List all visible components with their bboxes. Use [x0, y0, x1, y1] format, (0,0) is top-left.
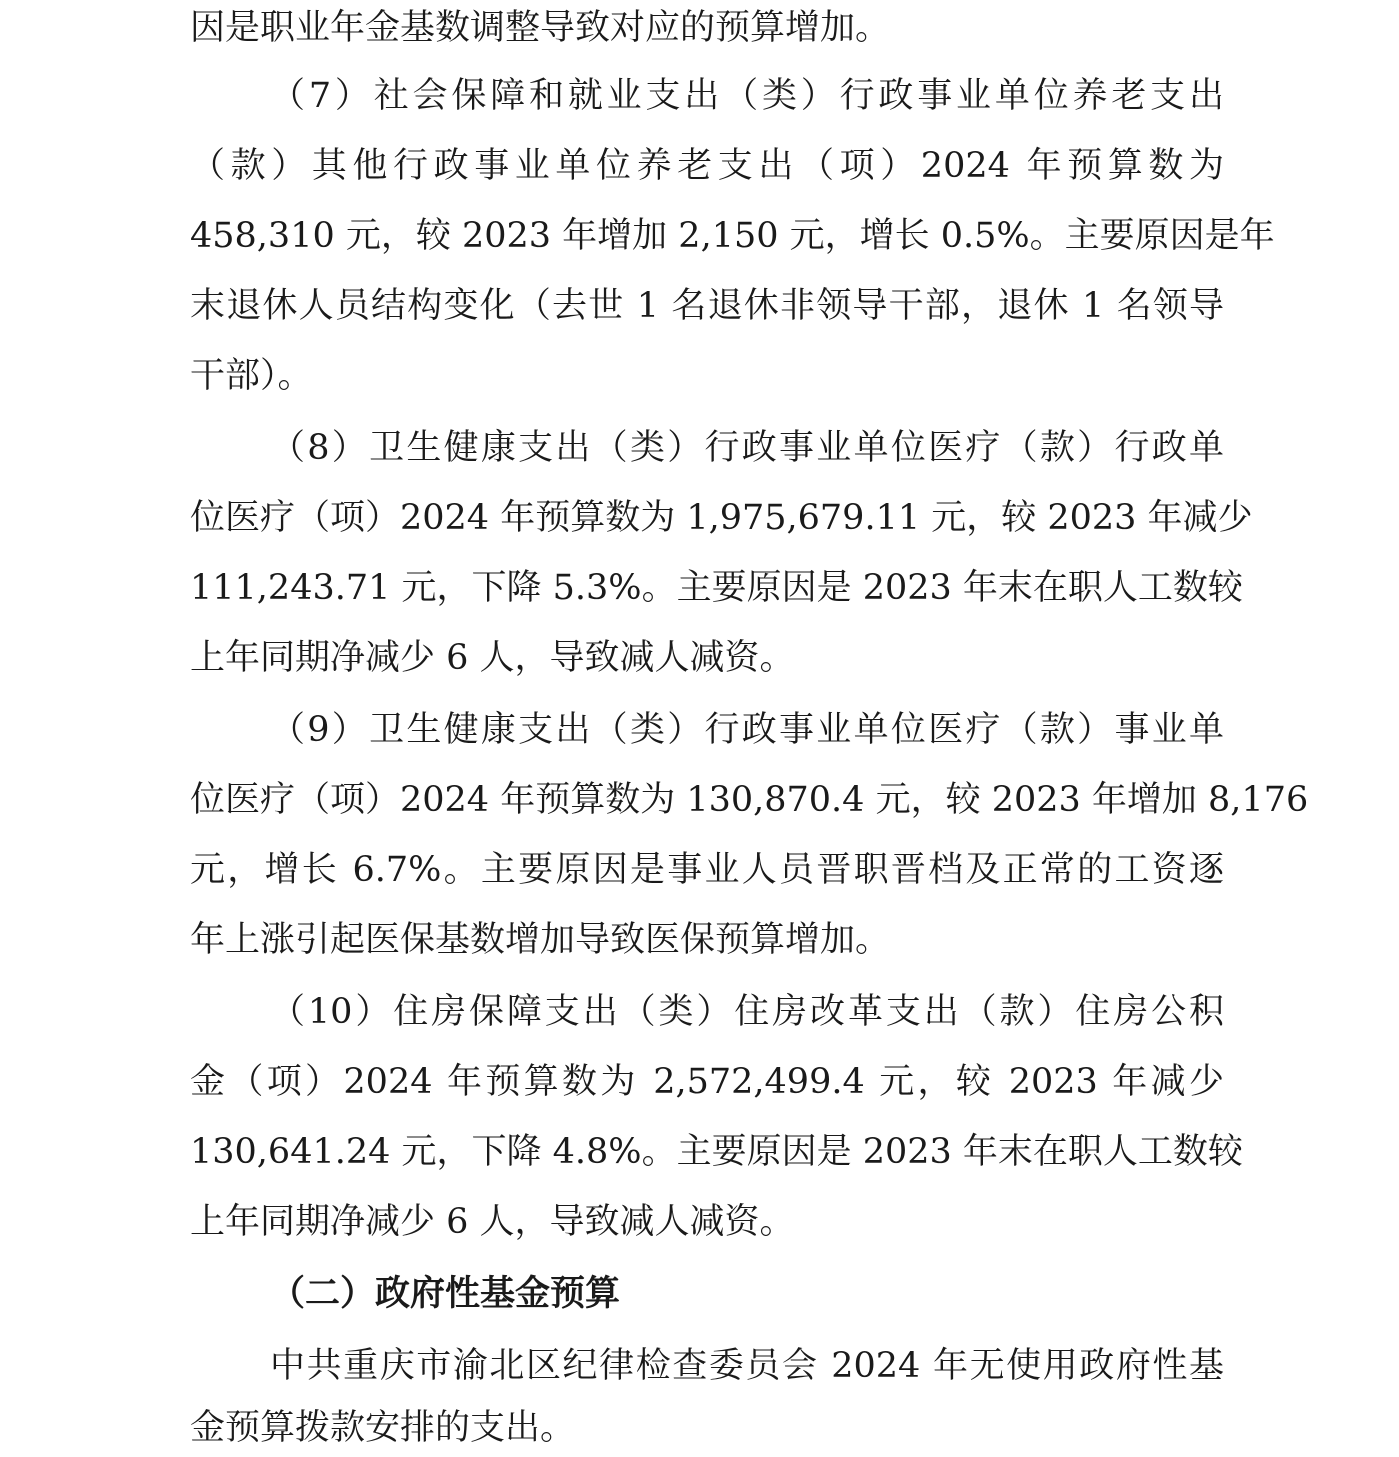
paragraph-line: 元，增长 6.7%。主要原因是事业人员晋职晋档及正常的工资逐 [190, 850, 1224, 890]
paragraph-line: 上年同期净减少 6 人，导致减人减资。 [190, 638, 795, 678]
paragraph-line: 中共重庆市渝北区纪律检查委员会 2024 年无使用政府性基 [270, 1346, 1224, 1386]
paragraph-line: 年上涨引起医保基数增加导致医保预算增加。 [190, 920, 891, 960]
paragraph-line: 上年同期净减少 6 人，导致减人减资。 [190, 1202, 795, 1242]
paragraph-line: 金（项）2024 年预算数为 2,572,499.4 元，较 2023 年减少 [190, 1062, 1224, 1102]
paragraph-line: 位医疗（项）2024 年预算数为 130,870.4 元，较 2023 年增加 8,176 [190, 780, 1309, 820]
paragraph-line: （10）住房保障支出（类）住房改革支出（款）住房公积 [270, 992, 1224, 1032]
paragraph-line: 末退休人员结构变化（去世 1 名退休非领导干部，退休 1 名领导 [190, 286, 1224, 326]
paragraph-line: （9）卫生健康支出（类）行政事业单位医疗（款）事业单 [270, 710, 1224, 750]
paragraph-line: 130,641.24 元，下降 4.8%。主要原因是 2023 年末在职人工数较 [190, 1132, 1243, 1172]
paragraph-line: 111,243.71 元，下降 5.3%。主要原因是 2023 年末在职人工数较 [190, 568, 1243, 608]
paragraph-line: （8）卫生健康支出（类）行政事业单位医疗（款）行政单 [270, 428, 1224, 468]
paragraph-line: （7）社会保障和就业支出（类）行政事业单位养老支出 [270, 76, 1224, 116]
paragraph-line: 位医疗（项）2024 年预算数为 1,975,679.11 元，较 2023 年减少 [190, 498, 1253, 538]
paragraph-line: 因是职业年金基数调整导致对应的预算增加。 [190, 8, 891, 48]
paragraph-line: 458,310 元，较 2023 年增加 2,150 元，增长 0.5%。主要原因是年 [190, 216, 1275, 256]
paragraph-line: 干部）。 [190, 356, 313, 396]
section-heading: （二）政府性基金预算 [270, 1273, 621, 1314]
paragraph-line: （款）其他行政事业单位养老支出（项）2024 年预算数为 [190, 146, 1224, 186]
paragraph-line: 金预算拨款安排的支出。 [190, 1408, 576, 1448]
